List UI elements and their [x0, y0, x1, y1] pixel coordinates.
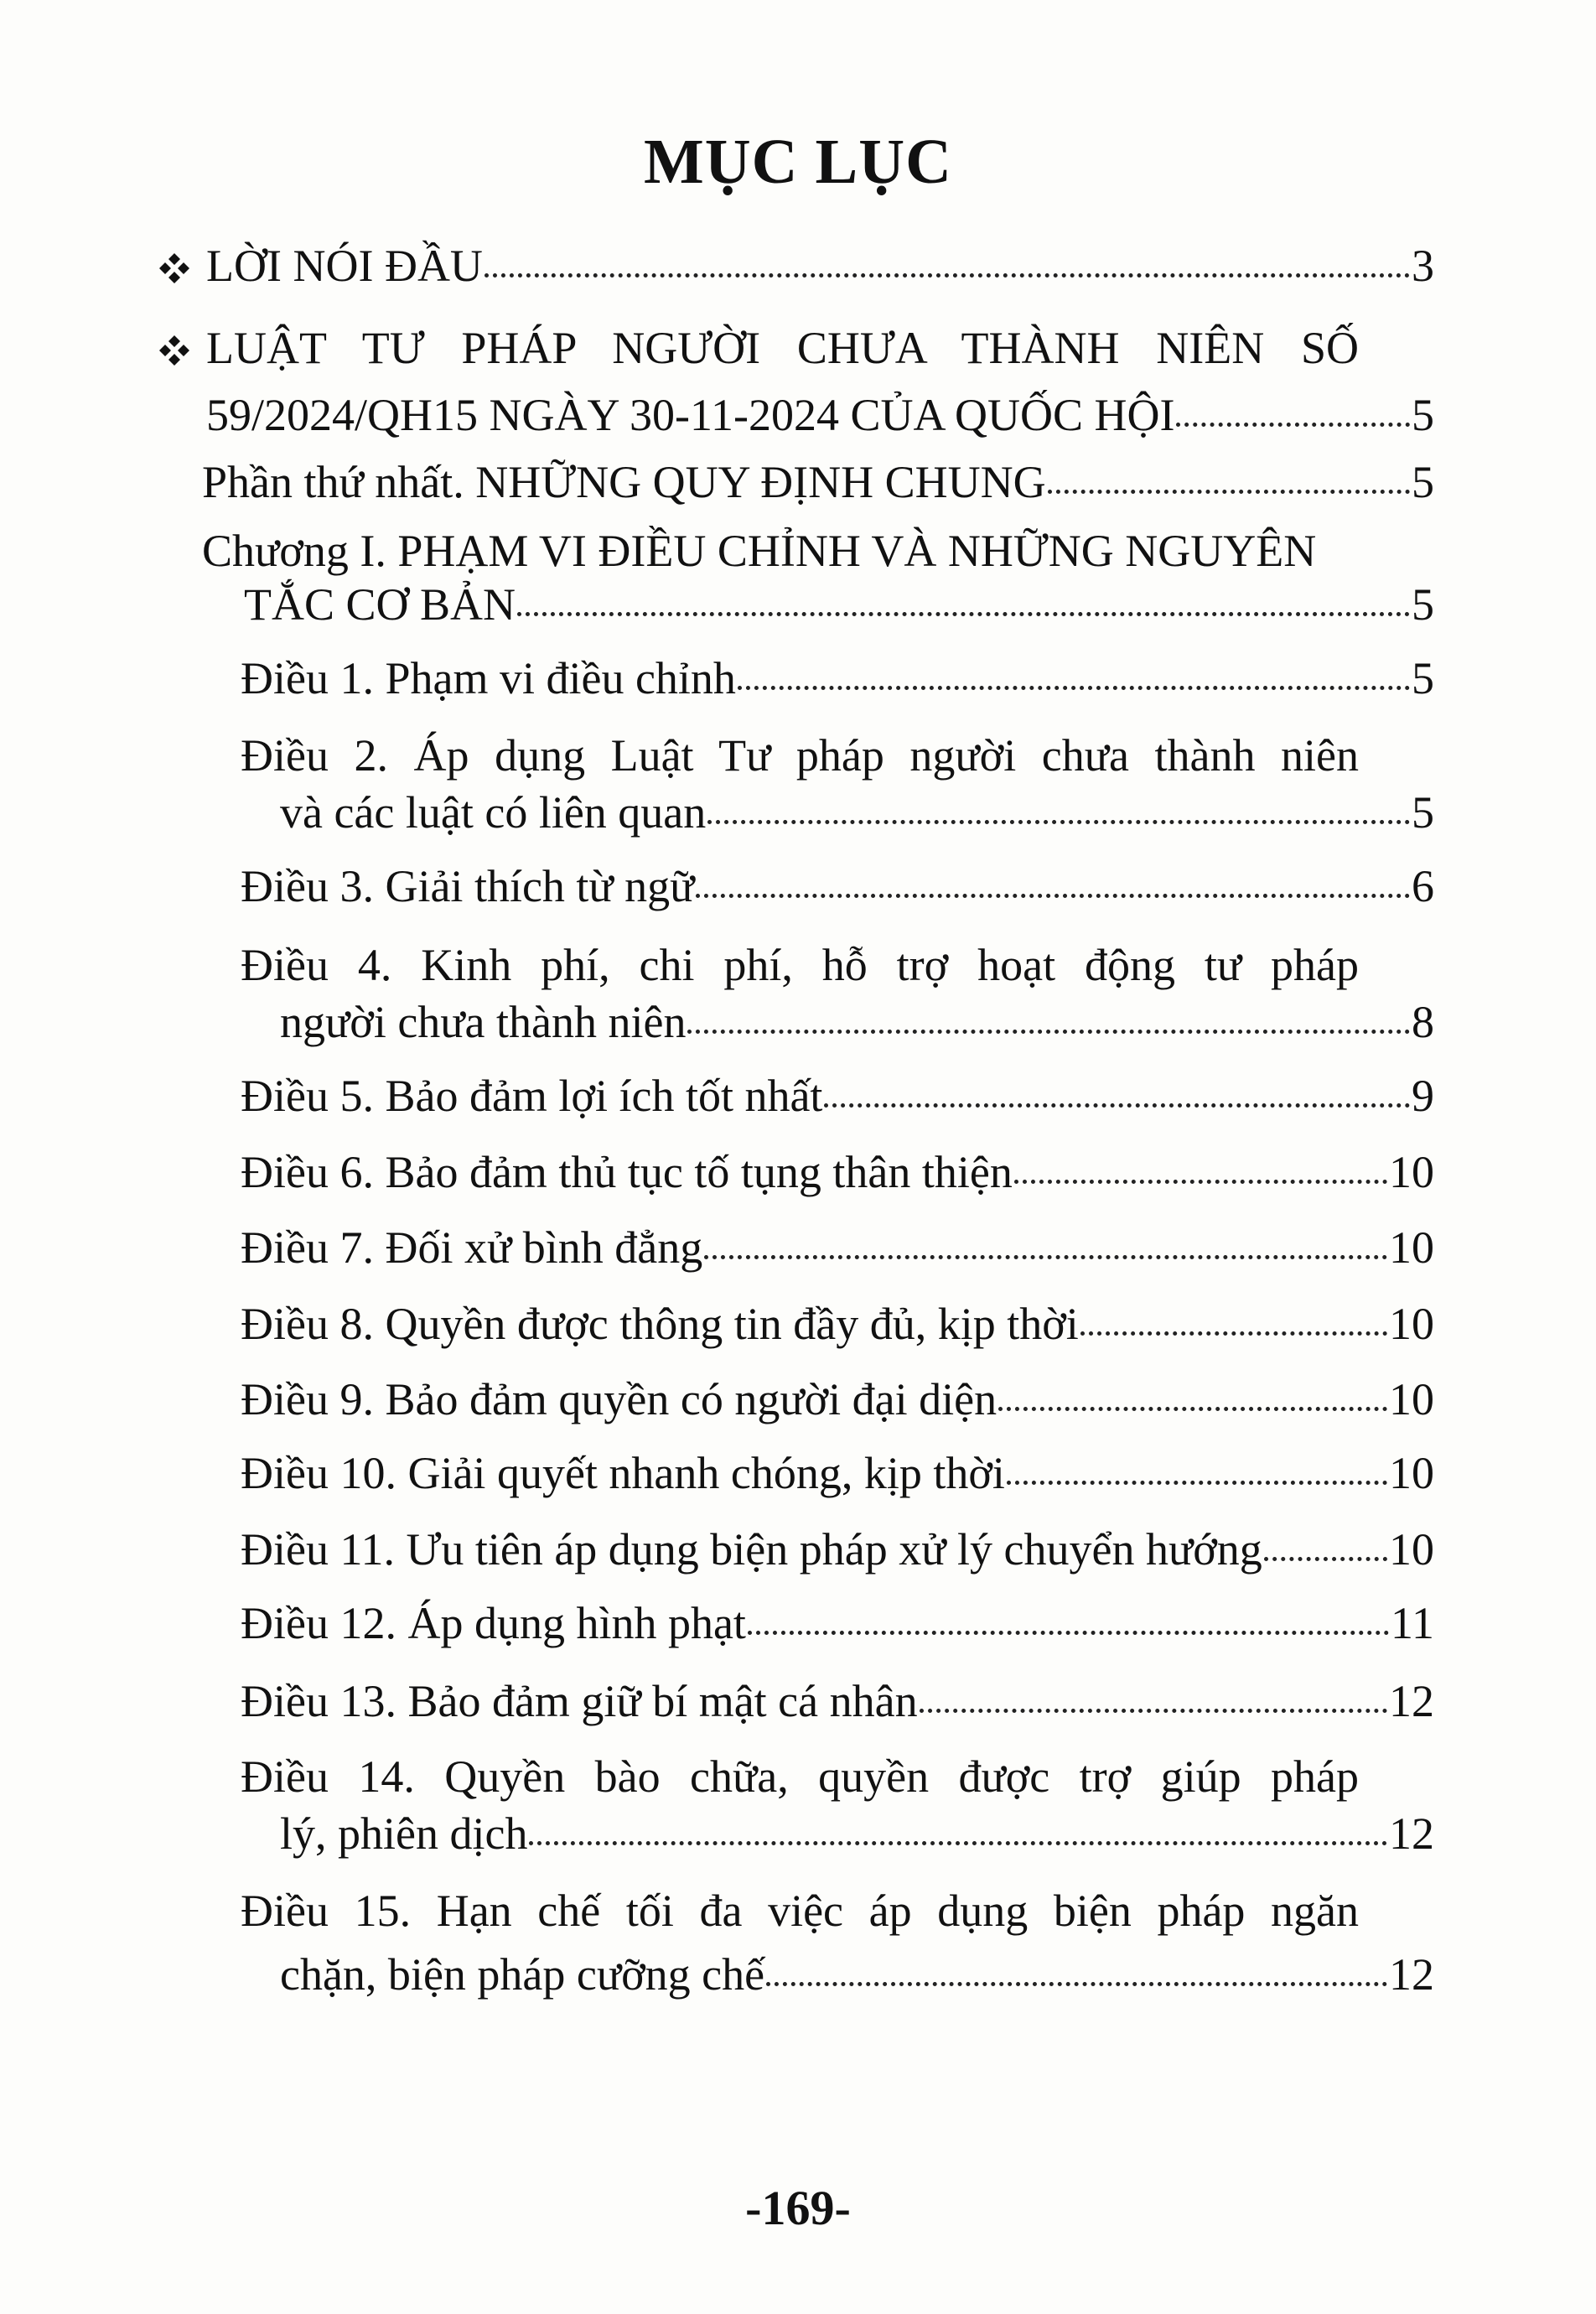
toc-entry-article-15[interactable]	[241, 1888, 1434, 2019]
toc-entry-foreword[interactable]	[206, 243, 1434, 310]
entry-label-line1: Chương I. PHẠM VI ĐIỀU CHỈNH VÀ NHỮNG NGUYÊN	[202, 526, 1317, 576]
toc-entry-article-5[interactable]	[241, 1073, 1434, 1140]
entry-label: Phần thứ nhất. NHỮNG QUY ĐỊNH CHUNG	[202, 457, 1046, 507]
page-title: MỤC LỤC	[644, 127, 952, 197]
entry-page: 5	[1412, 457, 1434, 507]
entry-label: Điều 5. Bảo đảm lợi ích tốt nhất	[241, 1071, 823, 1121]
dot-leader	[529, 1841, 1387, 1845]
entry-page: 5	[1412, 579, 1434, 630]
dot-leader	[687, 1030, 1410, 1034]
entry-label: Điều 6. Bảo đảm thủ tục tố tụng thân thiện	[241, 1147, 1013, 1197]
entry-label: Điều 3. Giải thích từ ngữ	[241, 861, 695, 911]
entry-page: 5	[1412, 653, 1434, 703]
dot-leader	[1176, 423, 1410, 427]
dot-leader	[920, 1709, 1387, 1713]
toc-entry-article-8[interactable]	[241, 1301, 1434, 1368]
dot-leader	[748, 1631, 1389, 1635]
entry-page: 12	[1389, 1808, 1434, 1859]
entry-page: 12	[1389, 1949, 1434, 2000]
entry-page: 10	[1389, 1222, 1434, 1273]
diamond-bullet-icon	[158, 252, 191, 285]
entry-page: 10	[1389, 1448, 1434, 1498]
entry-label-line2: 59/2024/QH15 NGÀY 30-11-2024 CỦA QUỐC HỘI	[206, 390, 1175, 440]
dot-leader	[707, 820, 1410, 824]
entry-label-line2: TẮC CƠ BẢN	[244, 579, 516, 630]
entry-page: 10	[1389, 1299, 1434, 1349]
toc-entry-law[interactable]	[206, 325, 1434, 459]
entry-page: 12	[1389, 1676, 1434, 1726]
page-number: -169-	[745, 2181, 851, 2235]
entry-page: 10	[1389, 1147, 1434, 1197]
dot-leader	[1007, 1481, 1387, 1485]
dot-leader	[696, 894, 1410, 898]
toc-entry-part1[interactable]	[202, 459, 1434, 527]
entry-label: Điều 1. Phạm vi điều chỉnh	[241, 653, 736, 703]
entry-page: 10	[1389, 1524, 1434, 1575]
entry-label: Điều 9. Bảo đảm quyền có người đại diện	[241, 1374, 998, 1424]
entry-label: Điều 8. Quyền được thông tin đầy đủ, kịp thời	[241, 1299, 1079, 1349]
entry-label: Điều 11. Ưu tiên áp dụng biện pháp xử lý chuyển hướng	[241, 1524, 1262, 1575]
entry-label-line1: Điều 15. Hạn chế tối đa việc áp dụng biện pháp ngăn	[241, 1886, 1359, 1936]
toc-entry-article-10[interactable]	[241, 1450, 1434, 1518]
dot-leader	[766, 1982, 1387, 1986]
entry-page: 3	[1412, 241, 1434, 291]
entry-page: 5	[1412, 390, 1434, 440]
dot-leader	[517, 612, 1410, 616]
entry-page: 9	[1412, 1071, 1434, 1121]
dot-leader	[998, 1407, 1387, 1411]
entry-label-line2: và các luật có liên quan	[280, 787, 707, 838]
toc-entry-article-3[interactable]	[241, 861, 1434, 931]
entry-page: 8	[1412, 997, 1434, 1047]
toc-entry-article-12[interactable]	[241, 1598, 1434, 1668]
dot-leader	[704, 1255, 1387, 1259]
dot-leader	[1080, 1331, 1387, 1336]
entry-page: 6	[1412, 861, 1434, 911]
entry-label-line2: lý, phiên dịch	[280, 1808, 528, 1859]
entry-page: 11	[1391, 1598, 1434, 1648]
toc-entry-article-6[interactable]	[241, 1149, 1434, 1217]
entry-label: Điều 10. Giải quyết nhanh chóng, kịp thời	[241, 1448, 1005, 1498]
entry-label: Điều 12. Áp dụng hình phạt	[241, 1598, 746, 1648]
dot-leader	[484, 273, 1410, 278]
toc-entry-chapter1[interactable]	[202, 528, 1434, 649]
entry-label-line1: Điều 14. Quyền bào chữa, quyền được trợ giúp pháp	[241, 1751, 1359, 1802]
entry-page: 5	[1412, 787, 1434, 838]
toc-entry-article-13[interactable]	[241, 1678, 1434, 1746]
entry-label: Điều 13. Bảo đảm giữ bí mật cá nhân	[241, 1676, 918, 1726]
toc-entry-article-14[interactable]	[241, 1751, 1434, 1878]
toc-entry-article-9[interactable]	[241, 1374, 1434, 1444]
entry-label-line1: Điều 2. Áp dụng Luật Tư pháp người chưa thành niên	[241, 730, 1359, 781]
dot-leader	[738, 686, 1410, 690]
entry-label-line1: LUẬT TƯ PHÁP NGƯỜI CHƯA THÀNH NIÊN SỐ	[206, 323, 1359, 373]
entry-page: 10	[1389, 1374, 1434, 1424]
entry-label: LỜI NÓI ĐẦU	[206, 241, 483, 291]
entry-label-line1: Điều 4. Kinh phí, chi phí, hỗ trợ hoạt động tư pháp	[241, 940, 1359, 990]
toc-entry-article-1[interactable]	[241, 653, 1434, 723]
dot-leader	[1048, 490, 1410, 494]
dot-leader	[824, 1103, 1410, 1108]
diamond-bullet-icon	[158, 334, 191, 367]
toc-entry-article-7[interactable]	[241, 1222, 1434, 1292]
toc-entry-article-2[interactable]	[241, 730, 1434, 857]
entry-label: Điều 7. Đối xử bình đẳng	[241, 1222, 703, 1273]
dot-leader	[1264, 1557, 1387, 1561]
dot-leader	[1014, 1180, 1387, 1184]
entry-label-line2: chặn, biện pháp cưỡng chế	[280, 1949, 765, 2000]
entry-label-line2: người chưa thành niên	[280, 997, 687, 1047]
toc-entry-article-11[interactable]	[241, 1524, 1434, 1594]
toc-entry-article-4[interactable]	[241, 942, 1434, 1066]
